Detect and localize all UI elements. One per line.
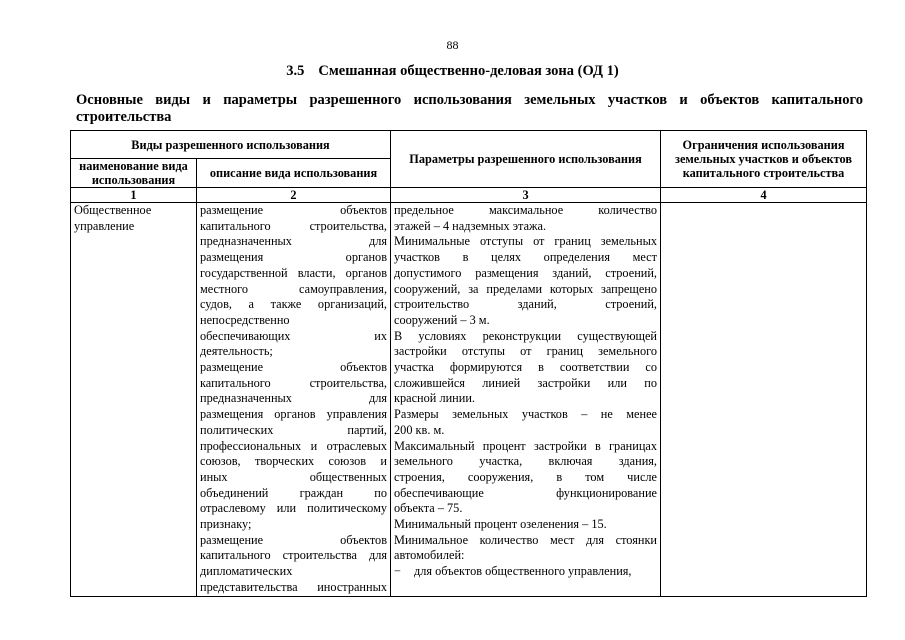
text-line: государственной власти, органов [200,265,388,280]
header-use-name: наименование вида использования [71,159,197,188]
text-line: признаку; [200,517,252,532]
text-line: дипломатических [200,564,293,579]
text-line: земельного участка, включая здания, [394,454,658,469]
text-line: предназначенных для [200,234,388,249]
text-line: Минимальное количество мест для стоянки [394,532,658,547]
text-line: иных общественных [200,469,388,484]
text-line [394,564,657,580]
text-line: местного самоуправления, [200,281,388,296]
text-line: автомобилей: [394,548,465,563]
section-title-text: Смешанная общественно-деловая зона (ОД 1) [318,63,619,79]
text-line: непосредственно [200,312,290,327]
text-line: сооружений – 3 м. [394,312,490,327]
list-item: для объектов общественного управления, [414,564,632,579]
text-line: обеспечивающих их [200,328,388,343]
text-line: обеспечивающие функционирование [394,485,658,500]
list-dash: − [394,564,401,579]
column-number-2: 2 [197,188,391,203]
text-line: Минимальный процент озеленения – 15. [394,517,607,532]
page-number: 88 [446,38,459,52]
text-line: В условиях реконструкции существующей [394,328,658,343]
use-name-cell [71,203,197,597]
text-line: политических партий, [200,422,388,437]
text-line: союзов, творческих союзов и [200,454,388,469]
column-number-3: 3 [391,188,661,203]
header-uses-group: Виды разрешенного использования [71,131,391,159]
zoning-table [70,130,867,597]
text-line: отраслевому или политическому [200,501,388,516]
header-use-description: описание вида использования [197,159,391,188]
section-title [0,63,905,80]
text-line: предельное максимальное количество [394,203,658,217]
restrictions-cell [661,203,867,597]
text-line: Максимальный процент застройки в границах [394,438,658,453]
use-description-cell [197,203,391,597]
column-number-4: 4 [661,188,867,203]
header-restrictions: Ограничения использования земельных участков и объектов капитального строительства [661,131,867,188]
text-line: участков в целях определения мест [394,250,658,265]
text-line: застройки отступы от границ земельного [394,344,658,359]
text-line: размещения органов [200,250,388,265]
text-line: размещение объектов [200,360,388,375]
column-number-1: 1 [71,188,197,203]
header-row-1 [71,131,867,159]
text-line: красной линии. [394,391,475,406]
text-line: размещение объектов [200,532,388,547]
text-line: участка формируются в соответствии со [394,360,658,375]
section-number: 3.5 [286,63,305,79]
text-line: Размеры земельных участков – не менее [394,407,658,422]
text-line: строения, сооружения, в том числе [394,469,658,484]
text-line: предназначенных для [200,391,388,406]
text-line: этажей – 4 надземных этажа. [394,218,547,233]
text-line: строительство зданий, строений, [394,297,658,312]
text-line: сооружений, за пределами которых запрещено [394,281,658,296]
text-line: Общественное [74,203,152,217]
table-heading: Основные виды и параметры разрешенного использования земельных участков и объектов капитального строительства [76,92,863,125]
text-line: объекта – 75. [394,501,463,516]
text-line: сложившейся линией застройки или по [394,375,658,390]
text-line: судов, а также организаций, [200,297,388,312]
text-line: капитального строительства для [200,548,388,563]
text-line: капитального строительства, [200,218,388,233]
params-cell [391,203,661,597]
table-row [71,203,867,597]
column-number-row [71,188,867,203]
text-line: объединений граждан по [200,485,388,500]
header-params: Параметры разрешенного использования [391,131,661,188]
text-line: размещения органов управления [200,407,388,422]
text-line: профессиональных и отраслевых [200,438,388,453]
text-line: Минимальные отступы от границ земельных [394,234,658,249]
text-line: капитального строительства, [200,375,388,390]
text-line: управление [74,218,135,233]
text-line: допустимого размещения зданий, строений, [394,265,658,280]
text-line: деятельность; [200,344,273,359]
text-line: размещение объектов [200,203,388,217]
text-line: 200 кв. м. [394,422,445,437]
text-line: представительства иностранных [200,579,388,594]
